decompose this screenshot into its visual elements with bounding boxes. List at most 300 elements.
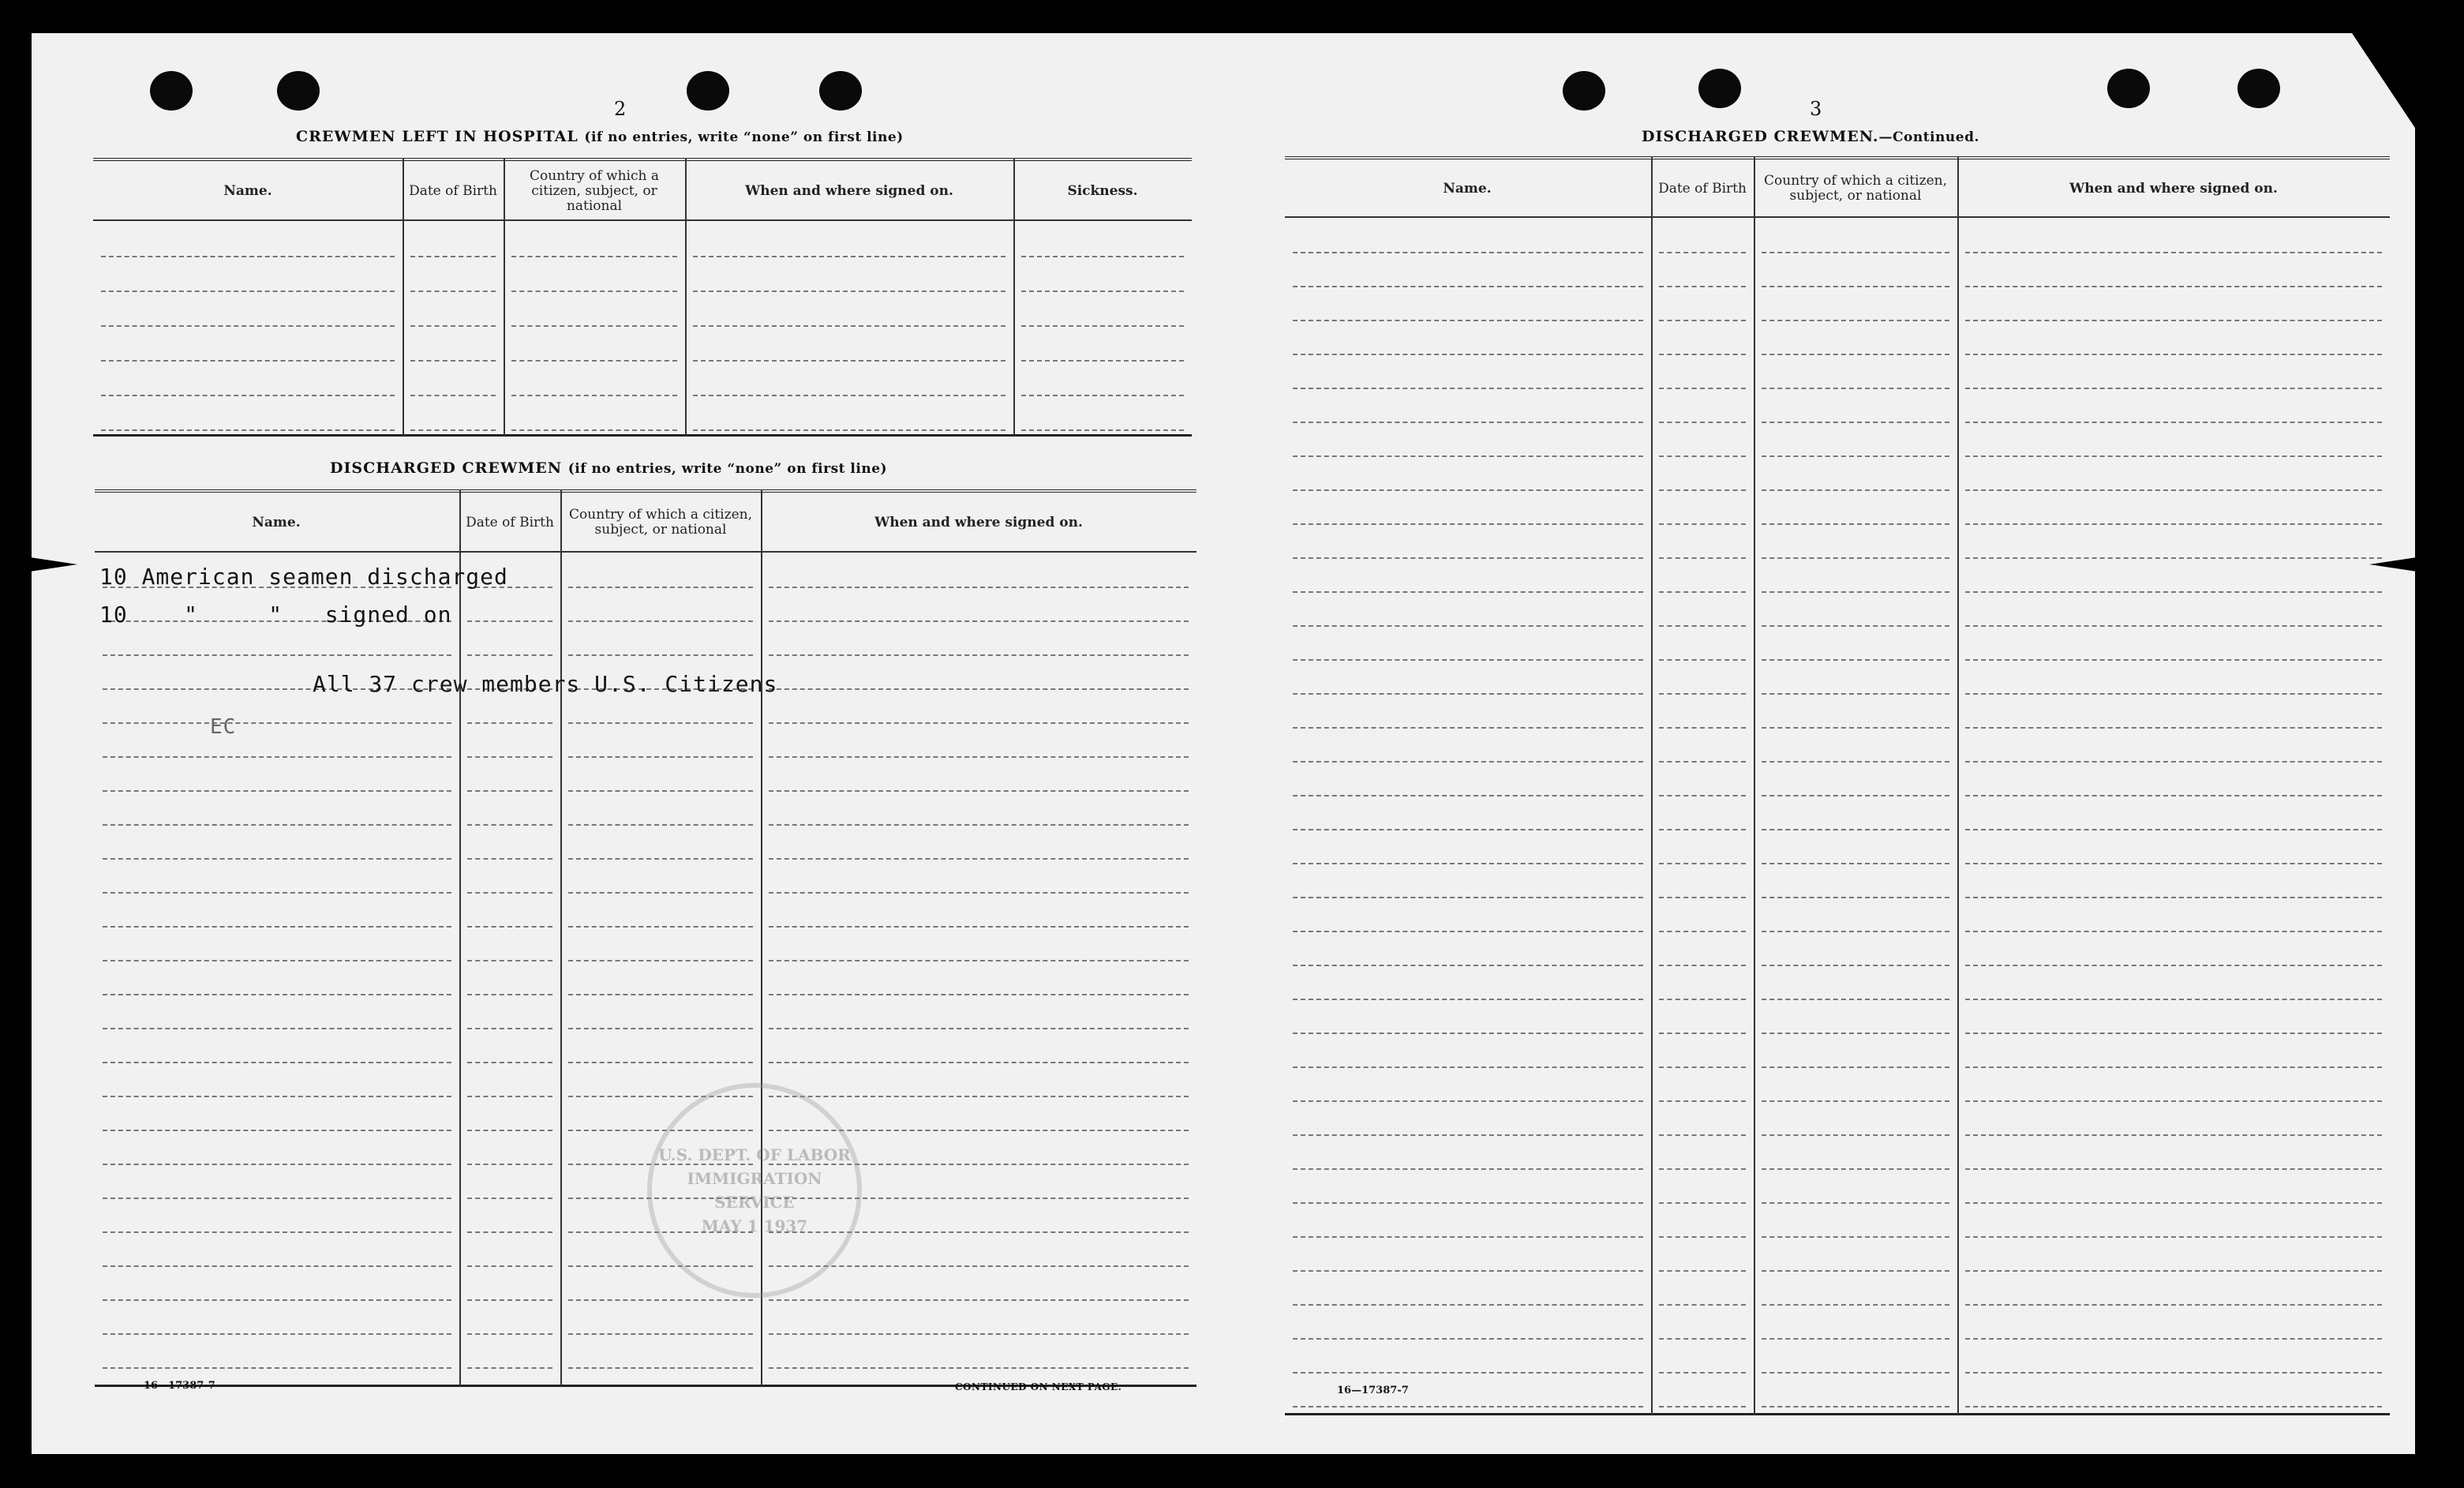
blank-entry-line: [1659, 1406, 1746, 1407]
blank-entry-line: [1762, 388, 1949, 389]
blank-entry-line: [467, 1367, 552, 1369]
blank-entry-line: [1762, 931, 1949, 932]
blank-entry-line: [1965, 1066, 2382, 1068]
discharged-section-title: [330, 459, 887, 477]
header-rule: [1285, 216, 2390, 218]
blank-entry-line: [1762, 1406, 1949, 1407]
blank-entry-line: [511, 325, 677, 327]
blank-entry-line: [1965, 659, 2382, 661]
blank-entry-line: [1965, 422, 2382, 423]
blank-entry-line: [1659, 1372, 1746, 1374]
blank-entry-line: [467, 722, 552, 724]
blank-entry-line: [467, 1265, 552, 1267]
blank-entry-line: [1659, 965, 1746, 966]
blank-entry-line: [1965, 523, 2382, 525]
blank-entry-line: [467, 1028, 552, 1029]
blank-entry-line: [1762, 455, 1949, 457]
blank-entry-line: [1965, 1304, 2382, 1306]
blank-entry-line: [103, 1028, 451, 1029]
blank-entry-line: [1021, 290, 1184, 292]
blank-entry-line: [1659, 523, 1746, 525]
blank-entry-line: [1965, 1100, 2382, 1102]
blank-entry-line: [103, 1333, 451, 1335]
blank-entry-line: [511, 395, 677, 396]
blank-entry-line: [1659, 489, 1746, 491]
blank-entry-line: [467, 960, 552, 961]
blank-entry-line: [1659, 320, 1746, 321]
blank-entry-line: [1762, 286, 1949, 287]
document-sheet: [32, 33, 2415, 1454]
header-rule: [95, 551, 1196, 553]
blank-entry-line: [1762, 1304, 1949, 1306]
blank-entry-line: [1965, 591, 2382, 593]
blank-entry-line: [1293, 1168, 1643, 1170]
blank-entry-line: [1965, 1270, 2382, 1272]
blank-entry-line: [103, 722, 451, 724]
continued-note: CONTINUED ON NEXT PAGE.: [955, 1381, 1122, 1392]
blank-entry-line: [1659, 1100, 1746, 1102]
col-header-signed-on: When and where signed on.: [2069, 180, 2278, 197]
blank-entry-line: [103, 960, 451, 961]
blank-entry-line: [101, 395, 395, 396]
blank-entry-line: [1965, 863, 2382, 864]
blank-entry-line: [1659, 795, 1746, 796]
blank-entry-line: [103, 1130, 451, 1131]
blank-entry-line: [568, 824, 753, 826]
blank-entry-line: [103, 926, 451, 928]
blank-entry-line: [103, 1096, 451, 1097]
faded-stamp: [647, 1083, 862, 1298]
blank-entry-line: [103, 994, 451, 995]
blank-entry-line: [410, 429, 496, 431]
blank-entry-line: [568, 722, 753, 724]
blank-entry-line: [1293, 1406, 1643, 1407]
blank-entry-line: [568, 756, 753, 758]
blank-entry-line: [1965, 286, 2382, 287]
blank-entry-line: [103, 1198, 451, 1199]
blank-entry-line: [1762, 1202, 1949, 1204]
blank-entry-line: [1021, 360, 1184, 362]
hospital-section-title: [296, 128, 904, 145]
blank-entry-line: [1021, 325, 1184, 327]
blank-entry-line: [467, 858, 552, 860]
table-top-rule: [1285, 156, 2390, 159]
blank-entry-line: [1762, 591, 1949, 593]
blank-entry-line: [769, 926, 1189, 928]
blank-entry-line: [1762, 1270, 1949, 1272]
punch-hole: [277, 71, 320, 111]
blank-entry-line: [1965, 1202, 2382, 1204]
blank-entry-line: [410, 290, 496, 292]
blank-entry-line: [103, 824, 451, 826]
blank-entry-line: [1659, 1338, 1746, 1340]
blank-entry-line: [410, 360, 496, 362]
blank-entry-line: [1293, 795, 1643, 796]
cut-corner: [2352, 33, 2415, 128]
blank-entry-line: [568, 926, 753, 928]
blank-entry-line: [1293, 489, 1643, 491]
blank-entry-line: [568, 654, 753, 656]
blank-entry-line: [769, 1096, 1189, 1097]
blank-entry-line: [1965, 1134, 2382, 1136]
blank-entry-line: [1659, 286, 1746, 287]
blank-entry-line: [467, 926, 552, 928]
blank-entry-line: [769, 587, 1189, 588]
blank-entry-line: [769, 858, 1189, 860]
blank-entry-line: [1965, 999, 2382, 1000]
hospital-subtitle-text: (if no entries, write “none” on first line): [584, 129, 904, 145]
blank-entry-line: [1965, 761, 2382, 763]
blank-entry-line: [1293, 354, 1643, 355]
blank-entry-line: [467, 1130, 552, 1131]
blank-entry-line: [1762, 625, 1949, 627]
blank-entry-line: [1762, 1066, 1949, 1068]
blank-entry-line: [410, 256, 496, 257]
blank-entry-line: [103, 1062, 451, 1063]
blank-entry-line: [101, 290, 395, 292]
blank-entry-line: [467, 654, 552, 656]
blank-entry-line: [511, 429, 677, 431]
blank-entry-line: [1659, 829, 1746, 830]
header-rule: [93, 219, 1192, 221]
blank-entry-line: [1659, 659, 1746, 661]
blank-entry-line: [101, 325, 395, 327]
table-top-rule: [95, 489, 1196, 493]
col-header-country: Country of which a citizen, subject, or national: [1764, 173, 1947, 204]
blank-entry-line: [467, 824, 552, 826]
blank-entry-line: [1293, 1304, 1643, 1306]
blank-entry-line: [410, 325, 496, 327]
blank-entry-line: [1293, 286, 1643, 287]
entry-initials: EC: [210, 715, 237, 739]
page-number: 3: [1810, 98, 1822, 120]
blank-entry-line: [511, 256, 677, 257]
blank-entry-line: [467, 994, 552, 995]
blank-entry-line: [103, 1265, 451, 1267]
blank-entry-line: [467, 756, 552, 758]
blank-entry-line: [1762, 727, 1949, 729]
blank-entry-line: [1762, 523, 1949, 525]
blank-entry-line: [1293, 1134, 1643, 1136]
right-section-title: [1642, 128, 1979, 145]
blank-entry-line: [1762, 422, 1949, 423]
blank-entry-line: [1965, 388, 2382, 389]
blank-entry-line: [1293, 693, 1643, 695]
col-header-signed-on: When and where signed on.: [745, 182, 953, 199]
blank-entry-line: [1762, 1338, 1949, 1340]
blank-entry-line: [1762, 354, 1949, 355]
blank-entry-line: [1293, 625, 1643, 627]
blank-entry-line: [769, 688, 1189, 690]
blank-entry-line: [1965, 1406, 2382, 1407]
blank-entry-line: [1659, 1134, 1746, 1136]
col-header-country: Country of which a citizen, subject, or national: [530, 167, 659, 214]
blank-entry-line: [1965, 1372, 2382, 1374]
blank-entry-line: [1659, 1270, 1746, 1272]
blank-entry-line: [1659, 1033, 1746, 1034]
discharged-title-text: DISCHARGED CREWMEN: [330, 459, 563, 477]
blank-entry-line: [769, 722, 1189, 724]
blank-entry-line: [568, 858, 753, 860]
blank-entry-line: [1293, 252, 1643, 253]
blank-entry-line: [693, 325, 1005, 327]
blank-entry-line: [1762, 1372, 1949, 1374]
blank-entry-line: [101, 429, 395, 431]
blank-entry-line: [1965, 965, 2382, 966]
blank-entry-line: [103, 892, 451, 894]
table-bottom-rule: [93, 434, 1192, 437]
blank-entry-line: [1293, 320, 1643, 321]
blank-entry-line: [1293, 557, 1643, 559]
blank-entry-line: [103, 1367, 451, 1369]
blank-entry-line: [1659, 1168, 1746, 1170]
blank-entry-line: [1762, 999, 1949, 1000]
blank-entry-line: [1293, 1066, 1643, 1068]
blank-entry-line: [1293, 1236, 1643, 1238]
blank-entry-line: [1762, 1100, 1949, 1102]
blank-entry-line: [467, 892, 552, 894]
blank-entry-line: [1965, 557, 2382, 559]
col-header-name: Name.: [223, 182, 272, 199]
blank-entry-line: [1659, 863, 1746, 864]
blank-entry-line: [1293, 931, 1643, 932]
blank-entry-line: [1965, 320, 2382, 321]
blank-entry-line: [1659, 388, 1746, 389]
blank-entry-line: [1965, 897, 2382, 898]
blank-entry-line: [1293, 1033, 1643, 1034]
blank-entry-line: [693, 360, 1005, 362]
blank-entry-line: [103, 654, 451, 656]
blank-entry-line: [467, 620, 552, 622]
punch-hole: [2107, 69, 2150, 108]
blank-entry-line: [693, 290, 1005, 292]
right-discharged-table: [1285, 156, 2390, 1415]
blank-entry-line: [769, 1028, 1189, 1029]
blank-entry-line: [1293, 523, 1643, 525]
blank-entry-line: [1965, 795, 2382, 796]
blank-entry-line: [1965, 727, 2382, 729]
blank-entry-line: [769, 824, 1189, 826]
blank-entry-line: [1762, 829, 1949, 830]
blank-entry-line: [1762, 965, 1949, 966]
blank-entry-line: [1762, 252, 1949, 253]
blank-entry-line: [1293, 965, 1643, 966]
blank-entry-line: [769, 960, 1189, 961]
stamp-text: U.S. DEPT. OF LABOR IMMIGRATION SERVICE MAY 1 1937: [658, 1145, 851, 1235]
blank-entry-line: [568, 994, 753, 995]
blank-entry-line: [1293, 388, 1643, 389]
blank-entry-line: [1965, 1236, 2382, 1238]
blank-entry-line: [1762, 761, 1949, 763]
blank-entry-line: [1659, 693, 1746, 695]
blank-entry-line: [769, 756, 1189, 758]
blank-entry-line: [467, 1333, 552, 1335]
blank-entry-line: [1965, 252, 2382, 253]
page-number: 2: [614, 98, 627, 120]
blank-entry-line: [1021, 429, 1184, 431]
blank-entry-line: [1659, 455, 1746, 457]
blank-entry-line: [103, 1164, 451, 1165]
blank-entry-line: [1965, 829, 2382, 830]
blank-entry-line: [467, 1299, 552, 1301]
blank-entry-line: [1762, 693, 1949, 695]
col-header-date-of-birth: Date of Birth: [466, 514, 554, 530]
blank-entry-line: [1293, 659, 1643, 661]
blank-entry-line: [101, 256, 395, 257]
blank-entry-line: [1762, 863, 1949, 864]
blank-entry-line: [1762, 1236, 1949, 1238]
blank-entry-line: [769, 1299, 1189, 1301]
blank-entry-line: [568, 1062, 753, 1063]
blank-entry-line: [1762, 1168, 1949, 1170]
blank-entry-line: [769, 620, 1189, 622]
blank-entry-line: [568, 1028, 753, 1029]
blank-entry-line: [1659, 1066, 1746, 1068]
blank-entry-line: [1293, 727, 1643, 729]
blank-entry-line: [1659, 727, 1746, 729]
blank-entry-line: [410, 395, 496, 396]
blank-entry-line: [1965, 625, 2382, 627]
blank-entry-line: [1965, 931, 2382, 932]
blank-entry-line: [1762, 320, 1949, 321]
blank-entry-line: [568, 587, 753, 588]
blank-entry-line: [769, 790, 1189, 792]
blank-entry-line: [1659, 557, 1746, 559]
blank-entry-line: [693, 256, 1005, 257]
blank-entry-line: [769, 1265, 1189, 1267]
blank-entry-line: [568, 892, 753, 894]
blank-entry-line: [769, 892, 1189, 894]
col-header-date-of-birth: Date of Birth: [1658, 180, 1747, 197]
blank-entry-line: [1659, 761, 1746, 763]
blank-entry-line: [1021, 256, 1184, 257]
blank-entry-line: [1659, 897, 1746, 898]
table-bottom-rule: [1285, 1413, 2390, 1415]
blank-entry-line: [769, 994, 1189, 995]
blank-entry-line: [769, 654, 1189, 656]
blank-entry-line: [769, 1333, 1189, 1335]
blank-entry-line: [1293, 829, 1643, 830]
blank-entry-line: [1659, 999, 1746, 1000]
blank-entry-line: [1965, 455, 2382, 457]
table-top-rule: [93, 158, 1192, 161]
blank-entry-line: [568, 1299, 753, 1301]
blank-entry-line: [568, 1367, 753, 1369]
blank-entry-line: [467, 1096, 552, 1097]
blank-entry-line: [103, 790, 451, 792]
blank-entry-line: [568, 1333, 753, 1335]
blank-entry-line: [1762, 1134, 1949, 1136]
blank-entry-line: [1293, 1202, 1643, 1204]
blank-entry-line: [1293, 863, 1643, 864]
punch-hole: [819, 71, 862, 111]
blank-entry-line: [511, 290, 677, 292]
blank-entry-line: [1293, 422, 1643, 423]
blank-entry-line: [1293, 455, 1643, 457]
punch-hole: [687, 71, 729, 111]
blank-entry-line: [769, 1062, 1189, 1063]
blank-entry-line: [1965, 354, 2382, 355]
blank-entry-line: [1659, 422, 1746, 423]
blank-entry-line: [568, 960, 753, 961]
blank-entry-line: [1293, 1372, 1643, 1374]
entry-line-1: 10 American seamen discharged: [99, 564, 508, 590]
blank-entry-line: [1762, 795, 1949, 796]
form-number-left: 16—17387-7: [144, 1380, 215, 1392]
blank-entry-line: [1659, 252, 1746, 253]
punch-hole: [150, 71, 193, 111]
blank-entry-line: [1293, 1100, 1643, 1102]
blank-entry-line: [101, 360, 395, 362]
blank-entry-line: [568, 790, 753, 792]
blank-entry-line: [467, 1231, 552, 1233]
blank-entry-line: [103, 756, 451, 758]
blank-entry-line: [1762, 659, 1949, 661]
blank-entry-line: [1965, 1168, 2382, 1170]
blank-entry-line: [511, 360, 677, 362]
blank-entry-line: [467, 1062, 552, 1063]
entry-line-2: 10 " " signed on: [99, 602, 452, 628]
punch-hole: [1563, 71, 1605, 111]
blank-entry-line: [1293, 1338, 1643, 1340]
punch-hole: [1698, 69, 1741, 108]
blank-entry-line: [103, 858, 451, 860]
blank-entry-line: [467, 790, 552, 792]
entry-line-3: All 37 crew members U.S. Citizens: [313, 671, 778, 697]
col-header-name: Name.: [1443, 180, 1492, 197]
blank-entry-line: [568, 620, 753, 622]
blank-entry-line: [1659, 591, 1746, 593]
blank-entry-line: [1659, 1236, 1746, 1238]
blank-entry-line: [1762, 897, 1949, 898]
blank-entry-line: [1762, 489, 1949, 491]
blank-entry-line: [693, 429, 1005, 431]
col-header-signed-on: When and where signed on.: [874, 514, 1083, 530]
hospital-title-text: CREWMEN LEFT IN HOSPITAL: [296, 128, 579, 145]
blank-entry-line: [467, 1164, 552, 1165]
col-header-country: Country of which a citizen, subject, or national: [569, 507, 752, 538]
blank-entry-line: [103, 1231, 451, 1233]
right-title-text: DISCHARGED CREWMEN.: [1642, 128, 1879, 145]
blank-entry-line: [1659, 354, 1746, 355]
blank-entry-line: [1293, 761, 1643, 763]
right-title-suffix: —Continued.: [1878, 129, 1979, 145]
blank-entry-line: [1293, 897, 1643, 898]
blank-entry-line: [1965, 1033, 2382, 1034]
blank-entry-line: [1293, 1270, 1643, 1272]
blank-entry-line: [1659, 931, 1746, 932]
blank-entry-line: [103, 1299, 451, 1301]
hospital-table: [93, 158, 1192, 436]
blank-entry-line: [467, 1198, 552, 1199]
blank-entry-line: [1965, 693, 2382, 695]
blank-entry-line: [1965, 1338, 2382, 1340]
col-header-date-of-birth: Date of Birth: [409, 182, 497, 199]
blank-entry-line: [1659, 1304, 1746, 1306]
col-header-sickness: Sickness.: [1067, 182, 1138, 199]
punch-hole: [2237, 69, 2280, 108]
blank-entry-line: [1659, 625, 1746, 627]
col-header-name: Name.: [252, 514, 301, 530]
blank-entry-line: [693, 395, 1005, 396]
blank-entry-line: [769, 1367, 1189, 1369]
blank-entry-line: [1965, 489, 2382, 491]
blank-entry-line: [1659, 1202, 1746, 1204]
discharged-subtitle-text: (if no entries, write “none” on first line): [567, 461, 888, 477]
blank-entry-line: [1293, 591, 1643, 593]
form-number-right: 16—17387-7: [1337, 1385, 1409, 1396]
blank-entry-line: [1293, 999, 1643, 1000]
